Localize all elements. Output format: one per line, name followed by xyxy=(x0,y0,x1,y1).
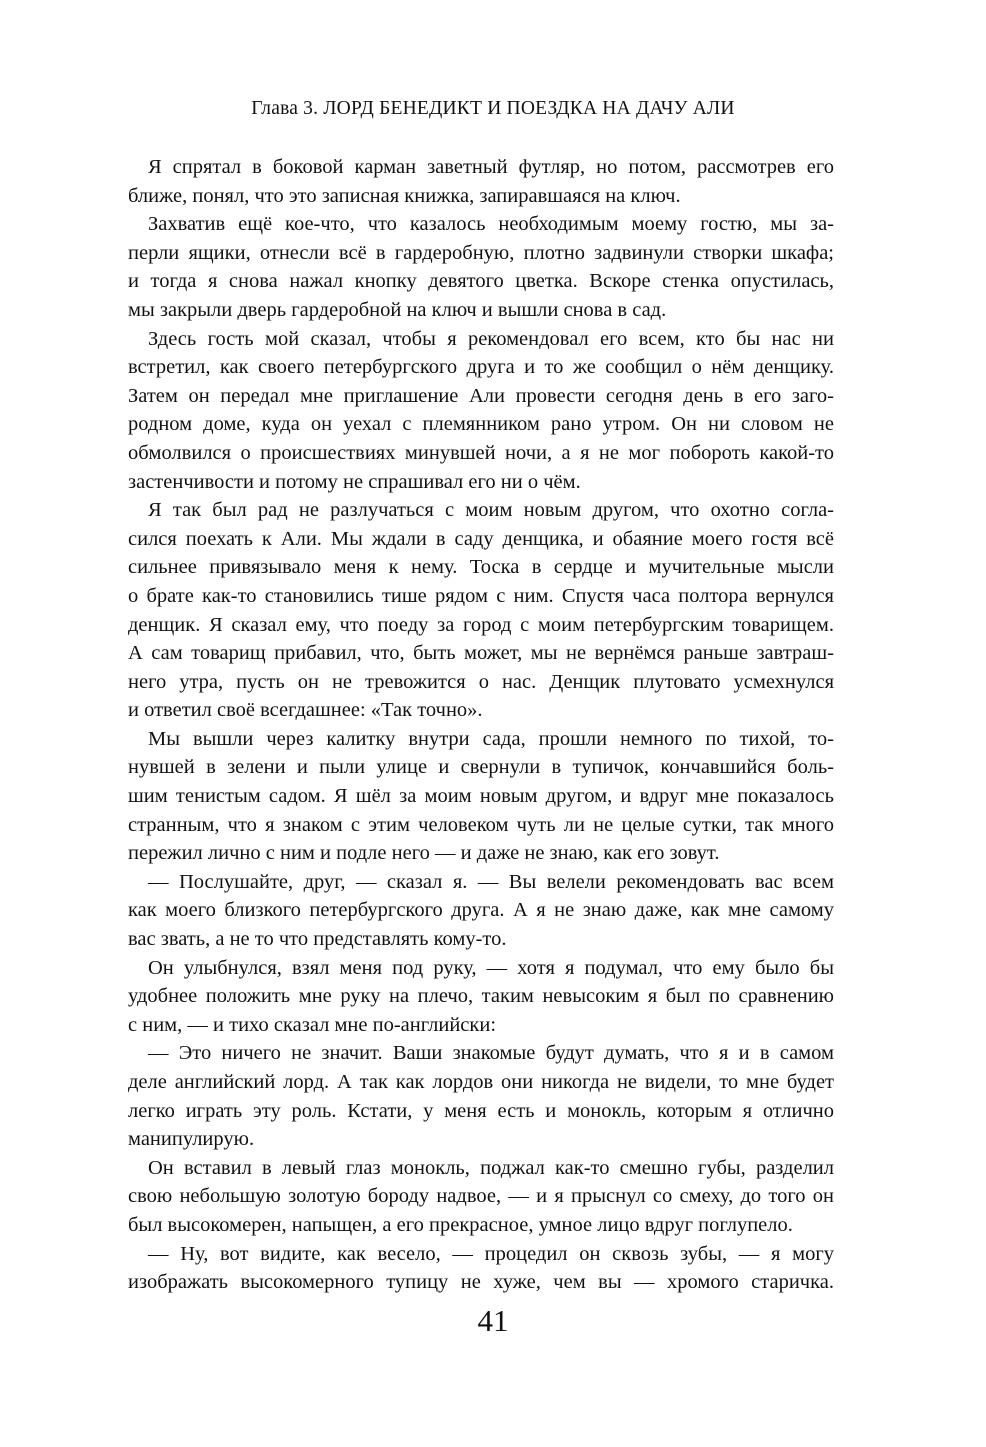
paragraph xyxy=(128,153,834,210)
paragraph xyxy=(128,1039,834,1153)
text-line: встретил, как своего петербургского друга и то же сообщил о нём денщику. xyxy=(128,356,834,379)
text-line: шим тенистым садом. Я шёл за моим новым другом, и вдруг мне показалось xyxy=(128,785,834,808)
text-line: родном доме, куда он уехал с племянником рано утром. Он ни словом не xyxy=(128,413,834,436)
text-line: Я спрятал в боковой карман заветный футляр, но потом, рассмотрев его xyxy=(148,156,834,178)
paragraph xyxy=(128,1240,834,1297)
text-line: Он вставил в левый глаз монокль, поджал как-то смешно губы, разделил xyxy=(148,1156,834,1179)
text-line: Захватив ещё кое-что, что казалось необходимым моему гостю, мы за- xyxy=(148,213,834,236)
page-number: 41 xyxy=(477,1303,509,1338)
text-line: сильнее привязывало меня к нему. Тоска в сердце и мучительные мысли xyxy=(128,556,834,579)
paragraph xyxy=(128,210,834,324)
text-line: странным, что я знаком с этим человеком чуть ли не целые сутки, так много xyxy=(128,813,834,836)
text-line: свою небольшую золотую бороду надвое, — и я прыснул со смеху, до того он xyxy=(128,1185,834,1208)
paragraph xyxy=(128,725,834,868)
text-line: как моего близкого петербургского друга. А я не знаю даже, как мне самому xyxy=(128,899,834,922)
text-line: Мы вышли через калитку внутри сада, прошли немного по тихой, то- xyxy=(148,727,834,750)
text-line: нувшей в зелени и пыли улице и свернули в тупичок, кончавшийся боль- xyxy=(128,756,834,779)
paragraph xyxy=(128,1154,834,1240)
text-line: обмолвился о происшествиях минувшей ночи, а я не мог побороть какой-то xyxy=(128,441,834,464)
paragraph xyxy=(128,325,834,497)
text-line: А сам товарищ прибавил, что, быть может, мы не вернёмся раньше завтраш- xyxy=(128,642,834,665)
text-line: изображать высокомерного тупицу не хуже, чем вы — хромого старичка. xyxy=(128,1271,834,1294)
text-line: Затем он передал мне приглашение Али провести сегодня день в его заго- xyxy=(128,384,834,407)
text-line: ближе, понял, что это записная книжка, запиравшаяся на ключ. xyxy=(128,184,681,207)
text-line: с ним, — и тихо сказал мне по-английски: xyxy=(128,1013,497,1036)
text-line: легко играть эту роль. Кстати, у меня есть и монокль, которым я отлично xyxy=(128,1099,834,1122)
text-line: него утра, пусть он не тревожится о нас. Денщик плутовато усмехнулся xyxy=(128,670,834,693)
text-line: — Послушайте, друг, — сказал я. — Вы велели рекомендовать вас всем xyxy=(148,870,834,893)
text-line: застенчивости и потому не спрашивал его ни о чём. xyxy=(128,470,581,493)
text-line: вас звать, а не то что представлять кому-то. xyxy=(128,928,507,951)
text-line: о брате как-то становились тише рядом с ним. Спустя часа полтора вернулся xyxy=(128,584,834,607)
body-text xyxy=(128,153,834,1297)
paragraph xyxy=(128,954,834,1040)
text-line: Он улыбнулся, взял меня под руку, — хотя я подумал, что ему было бы xyxy=(148,956,834,979)
text-line: и тогда я снова нажал кнопку девятого цветка. Вскоре стенка опустилась, xyxy=(128,270,834,293)
text-line: перли ящики, отнесли всё в гардеробную, плотно задвинули створки шкафа; xyxy=(128,241,834,264)
text-line: пережил лично с ним и подле него — и даже не знаю, как его зовут. xyxy=(128,842,720,865)
text-line: — Ну, вот видите, как весело, — процедил он сквозь зубы, — я могу xyxy=(148,1242,834,1265)
text-line: сился поехать к Али. Мы ждали в саду денщика, и обаяние моего гостя всё xyxy=(128,527,834,550)
paragraph xyxy=(128,868,834,954)
text-line: Здесь гость мой сказал, чтобы я рекомендовал его всем, кто бы нас ни xyxy=(148,327,834,350)
running-head: Глава 3. ЛОРД БЕНЕДИКТ И ПОЕЗДКА НА ДАЧУ АЛИ xyxy=(251,98,735,119)
text-line: и ответил своё всегдашнее: «Так точно». xyxy=(128,699,483,722)
text-line: деле английский лорд. А так как лордов они никогда не видели, то мне будет xyxy=(128,1071,834,1093)
text-line: удобнее положить мне руку на плечо, таким невысоким я был по сравнению xyxy=(128,985,834,1008)
text-line: денщик. Я сказал ему, что поеду за город с моим петербургским товарищем. xyxy=(128,613,834,636)
text-line: был высокомерен, напыщен, а его прекрасное, умное лицо вдруг поглупело. xyxy=(128,1213,793,1236)
text-line: — Это ничего не значит. Ваши знакомые будут думать, что я и в самом xyxy=(148,1042,834,1065)
text-line: манипулирую. xyxy=(128,1128,255,1151)
paragraph xyxy=(128,496,834,725)
text-line: мы закрыли дверь гардеробной на ключ и вышли снова в сад. xyxy=(128,298,667,321)
text-line: Я так был рад не разлучаться с моим новым другом, что охотно согла- xyxy=(148,499,834,522)
